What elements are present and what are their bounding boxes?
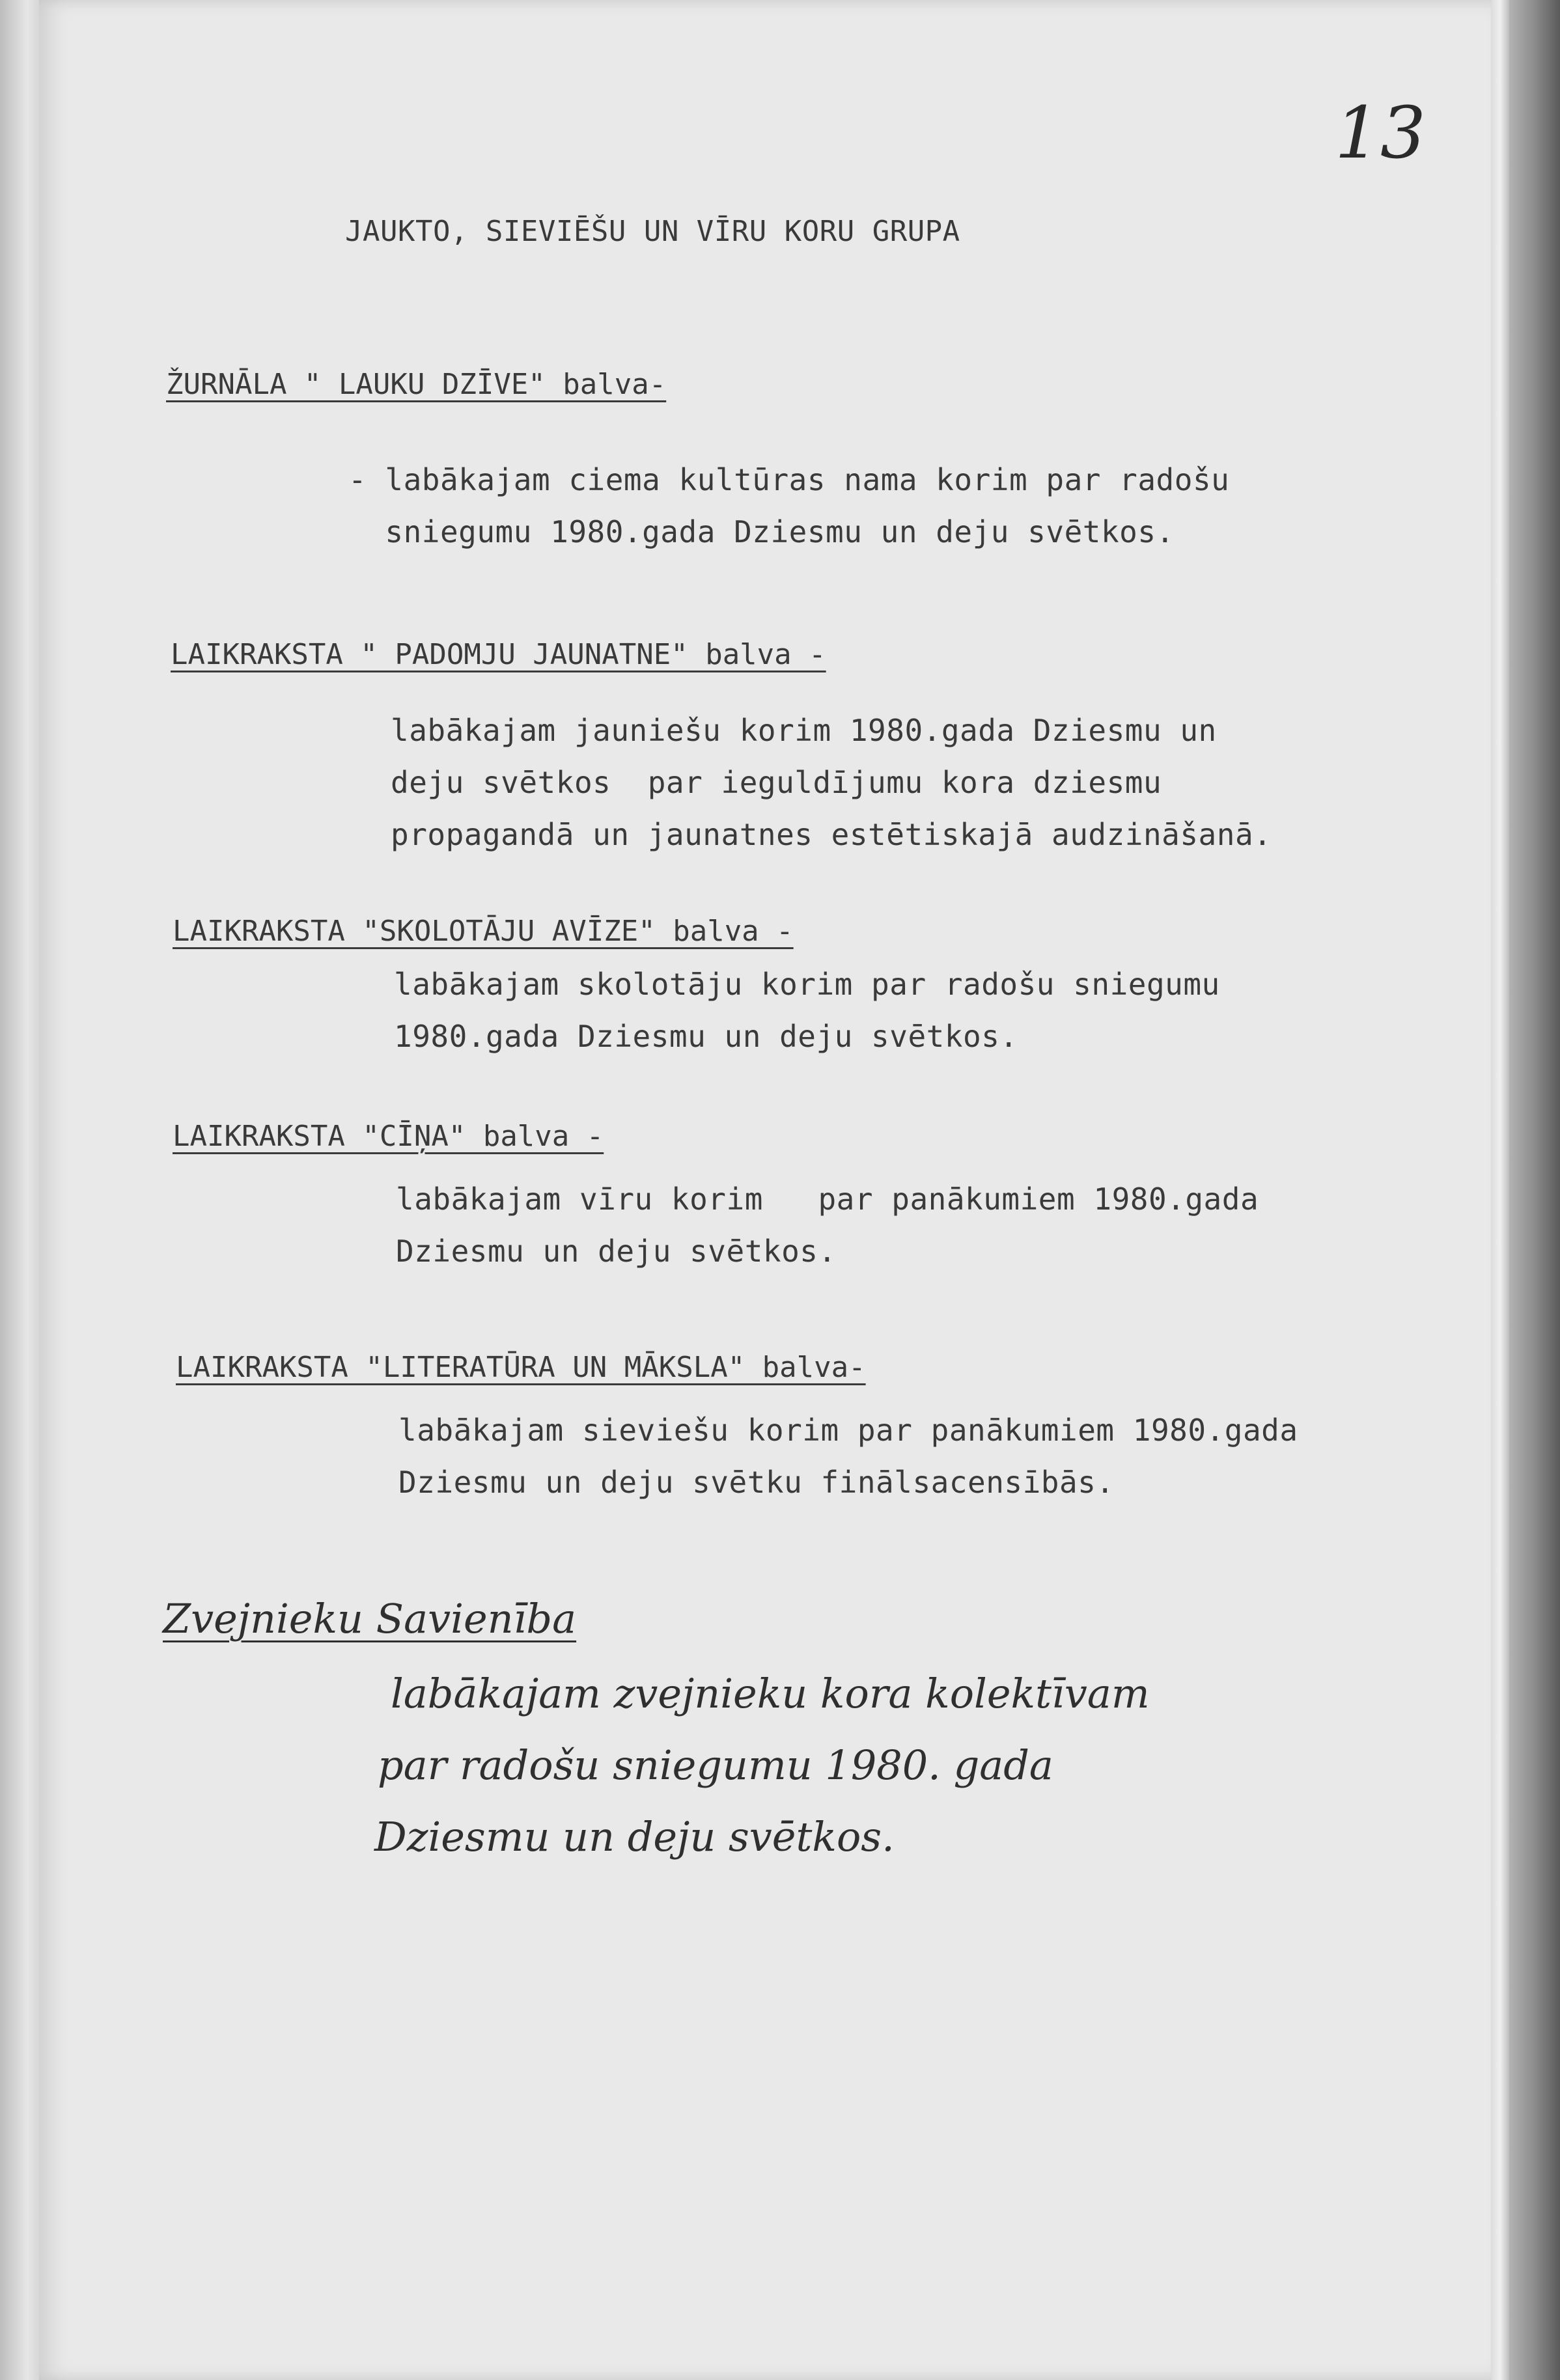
section-heading-padomju-jaunatne: LAIKRAKSTA " PADOMJU JAUNATNE" balva -: [171, 638, 826, 671]
section-line: Dziesmu un deju svētku finālsacensībās.: [398, 1465, 1115, 1500]
section-line: labākajam skolotāju korim par radošu sniegumu: [394, 967, 1220, 1002]
section-line: deju svētkos par ieguldījumu kora dziesmu: [391, 765, 1162, 800]
section-line: labākajam vīru korim par panākumiem 1980.gada: [396, 1182, 1259, 1217]
section-line: propagandā un jaunatnes estētiskajā audzināšanā.: [391, 817, 1272, 852]
handwritten-line: Dziesmu un deju svētkos.: [374, 1813, 895, 1861]
page-right-edge: [1491, 0, 1509, 2380]
section-line: - labākajam ciema kultūras nama korim par radošu: [348, 462, 1230, 497]
section-line: sniegumu 1980.gada Dziesmu un deju svētkos.: [348, 514, 1175, 549]
section-line: Dziesmu un deju svētkos.: [396, 1234, 837, 1269]
handwritten-heading: Zvejnieku Savienība: [163, 1595, 577, 1642]
section-heading-lauku-dzive: ŽURNĀLA " LAUKU DZĪVE" balva-: [166, 368, 667, 401]
page-number: 13: [1335, 91, 1426, 174]
section-heading-skolotaju-avize: LAIKRAKSTA "SKOLOTĀJU AVĪZE" balva -: [173, 915, 794, 948]
section-line: labākajam jauniešu korim 1980.gada Dziesmu un: [391, 713, 1217, 748]
section-line: 1980.gada Dziesmu un deju svētkos.: [394, 1019, 1018, 1054]
section-heading-cina: LAIKRAKSTA "CĪŅA" balva -: [173, 1120, 604, 1153]
handwritten-line: labākajam zvejnieku kora kolektīvam: [391, 1670, 1150, 1717]
section-heading-literatura-un-maksla: LAIKRAKSTA "LITERATŪRA UN MĀKSLA" balva-: [176, 1351, 866, 1384]
section-line: labākajam sieviešu korim par panākumiem 1980.gada: [398, 1413, 1298, 1448]
document-title: JAUKTO, SIEVIĒŠU UN VĪRU KORU GRUPA: [345, 215, 960, 248]
handwritten-line: par radošu sniegumu 1980. gada: [378, 1741, 1053, 1789]
